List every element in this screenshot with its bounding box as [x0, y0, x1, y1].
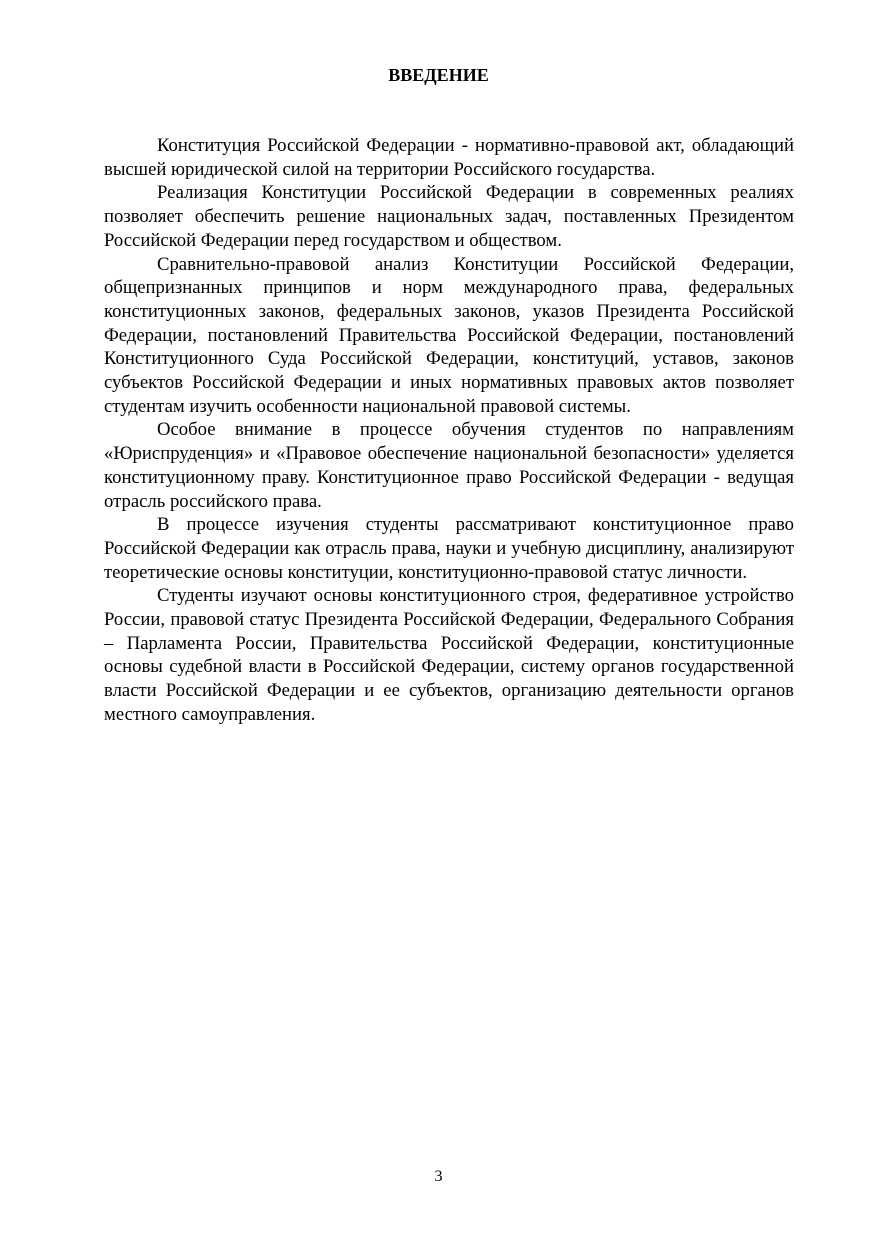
- paragraph: Особое внимание в процессе обучения студентов по направлениям «Юриспруденция» и «Правовое обеспечение национальной безопасности» уделяется конституционному праву. Конституционное право Российской Федерации - ведущая отрасль российского права.: [104, 419, 794, 512]
- paragraph: Конституция Российской Федерации - нормативно-правовой акт, обладающий высшей юридической силой на территории Российского государства.: [104, 135, 794, 180]
- paragraph: Сравнительно-правовой анализ Конституции Российской Федерации, общепризнанных принципов и норм международного права, федеральных конституционных законов, федеральных законов, указов Президента Российской Федерации, постановлений Правительства Российской Федерации, постановлений Конституционного Суда Российской Федерации, конституций, уставов, законов субъектов Российской Федерации и иных нормативных правовых актов позволяет студентам изучить особенности национальной правовой системы.: [104, 253, 794, 417]
- paragraph: Реализация Конституции Российской Федерации в современных реалиях позволяет обеспечить решение национальных задач, поставленных Президентом Российской Федерации перед государством и обществом.: [104, 182, 794, 251]
- paragraph: В процессе изучения студенты рассматривают конституционное право Российской Федерации как отрасль права, науки и учебную дисциплину, анализируют теоретические основы конституции, конституционно-правовой статус личности.: [104, 514, 794, 583]
- body-text: [104, 134, 794, 727]
- page-title: ВВЕДЕНИЕ: [388, 65, 489, 85]
- page-number: 3: [434, 1168, 443, 1185]
- paragraph: Студенты изучают основы конституционного строя, федеративное устройство России, правовой статус Президента Российской Федерации, Федерального Собрания – Парламента России, Правительства Российской Федерации, конституционные основы судебной власти в Российской Федерации, систему органов государственной власти Российской Федерации и ее субъектов, организацию деятельности органов местного самоуправления.: [104, 585, 794, 725]
